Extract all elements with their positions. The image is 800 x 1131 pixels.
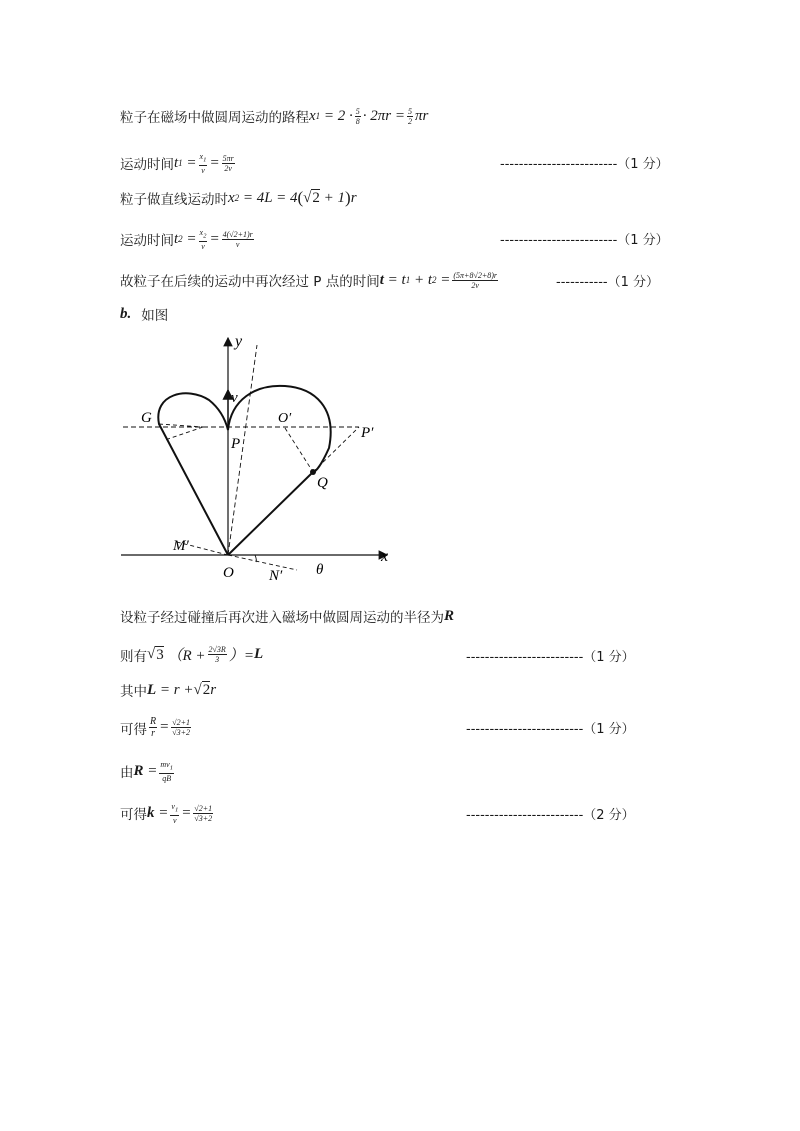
obtain2-line	[120, 802, 215, 825]
from-line	[120, 760, 176, 783]
straight-line	[120, 188, 357, 208]
heart-trajectory	[158, 386, 330, 555]
label-theta: θ	[316, 562, 324, 578]
label-o-prime: O′	[278, 411, 292, 426]
from-text: 由	[120, 765, 134, 782]
label-m-prime: M′	[173, 538, 189, 554]
score-1: -------------------------（1 分）	[500, 157, 669, 172]
then-line	[120, 644, 263, 665]
dashed-n-prime-line	[228, 555, 297, 570]
where-text: 其中	[120, 684, 147, 700]
part-b-label: b.	[120, 305, 132, 322]
dashed-q-pprime-line	[313, 427, 359, 472]
total-time-formula: t = t 1 + t 2 = $\frac{(5\pi+8√2+8)r}{2v}$	[379, 270, 498, 290]
as-figure-text: 如图	[141, 308, 169, 324]
label-y: y	[235, 333, 243, 350]
obtain1-formula: $\frac{R}{r}$ = $\frac{√2+1}{√3+2}$	[150, 716, 191, 739]
total-time-line	[120, 270, 500, 290]
heart-trajectory-figure	[115, 330, 415, 590]
path-length-formula: x 1 = 2 · $\frac{5}{8}$ · 2πr = $\frac{5}{2}$ πr	[309, 106, 429, 126]
from-formula: R = $\frac{mv_1}{qB}$	[133, 760, 174, 783]
label-n-prime: N′	[269, 568, 283, 584]
part-b-line	[120, 304, 168, 324]
label-v: v	[231, 390, 238, 406]
where-line	[120, 680, 216, 700]
time2-line	[120, 228, 256, 251]
time1-formula: t 1 = $\frac{x_1}{v}$ = $\frac{5\pi r}{2v}$	[174, 152, 234, 175]
total-time-text: 故粒子在后续的运动中再次经过 P 点的时间	[120, 274, 380, 290]
score-2: -------------------------（1 分）	[500, 233, 669, 248]
then-text: 则有	[120, 648, 147, 665]
score-6: -------------------------（2 分）	[466, 808, 635, 823]
score-3: -----------（1 分）	[556, 275, 660, 290]
obtain1-text: 可得	[120, 721, 147, 738]
time2-formula: t 2 = $\frac{x_2}{v}$ = $\frac{4(√2+1)r}{v}$	[174, 228, 253, 251]
dashed-oprime-q-line	[285, 428, 313, 472]
time2-text: 运动时间	[120, 233, 174, 250]
radius-symbol: R	[444, 607, 455, 624]
score-5: -------------------------（1 分）	[466, 722, 635, 737]
obtain1-line	[120, 716, 193, 739]
score-4: -------------------------（1 分）	[466, 650, 635, 665]
obtain2-text: 可得	[120, 807, 147, 824]
where-formula: L = r + √ 2 r	[147, 681, 217, 698]
radius-line	[120, 606, 454, 626]
obtain2-formula: k = $\frac{v_1}{v}$ = $\frac{√2+1}{√3+2}$	[147, 802, 213, 825]
then-formula: √ 3 （R + $\frac{2√3R}{3}$ ）= L	[147, 645, 264, 664]
straight-text: 粒子做直线运动时	[120, 192, 228, 208]
dashed-g-center-line	[165, 427, 203, 440]
radius-text: 设粒子经过碰撞后再次进入磁场中做圆周运动的半径为	[120, 610, 444, 626]
path-length-text: 粒子在磁场中做圆周运动的路程	[120, 110, 309, 126]
label-g: G	[141, 410, 152, 426]
straight-formula: x 2 = 4L = 4 ( √ 2 + 1 ) r	[228, 188, 357, 207]
label-q: Q	[317, 475, 328, 491]
label-p: P	[231, 436, 241, 452]
time1-text: 运动时间	[120, 157, 174, 174]
label-p-prime: P′	[361, 425, 374, 441]
label-x: x	[381, 548, 389, 565]
path-length-line	[120, 106, 428, 126]
time1-line	[120, 152, 237, 175]
label-o: O	[223, 565, 234, 581]
